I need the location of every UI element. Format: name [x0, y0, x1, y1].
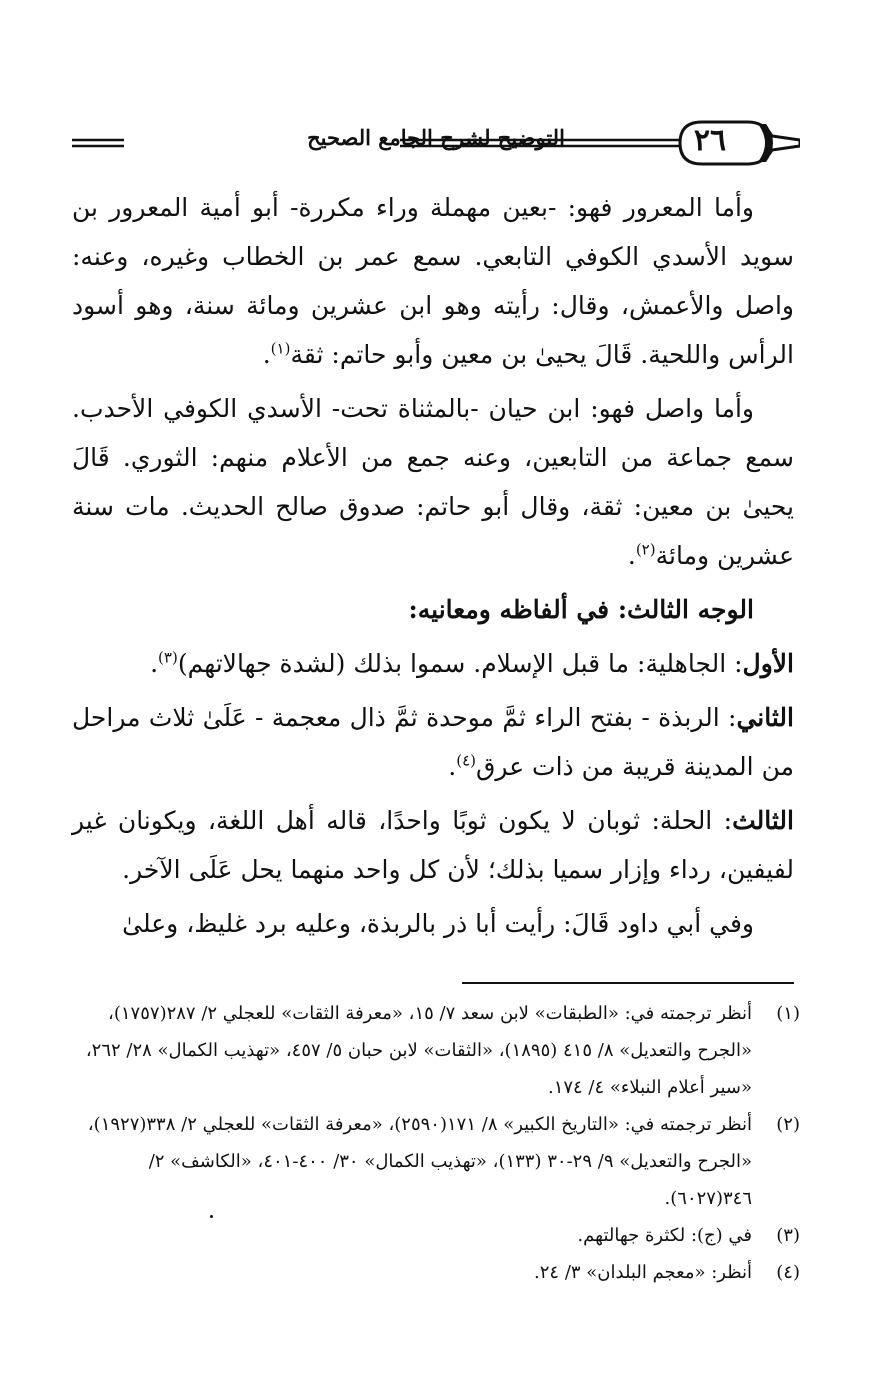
- paragraph-abu-dawud: وفي أبي داود قَالَ: رأيت أبا ذر بالربذة، وعليه برد غليظ، وعلىٰ: [122, 909, 754, 938]
- footnote-ref: (١): [270, 339, 291, 358]
- footnote-separator: [462, 982, 794, 984]
- paragraph-second: [72, 693, 794, 791]
- paragraph-first: [72, 639, 794, 688]
- section-heading: الوجه الثالث: في ألفاظه ومعانيه:: [408, 595, 754, 624]
- footnote: [80, 1106, 800, 1217]
- item-label: الثالث: [732, 806, 794, 835]
- footnotes: [80, 995, 800, 1291]
- paragraph-tail: .: [448, 752, 457, 781]
- page-number: ٢٦: [693, 123, 727, 158]
- main-text: [72, 183, 794, 953]
- footnote: [80, 995, 800, 1106]
- paragraph-wasil: [72, 384, 794, 580]
- footnote-number: (٢): [776, 1114, 800, 1135]
- paragraph-text: : الربذة - بفتح الراء ثمَّ موحدة ثمَّ ذال معجمة - عَلَىٰ ثلاث مراحل من المدينة قريبة من ذات عرق: [72, 703, 794, 781]
- footnote-text: أنظر ترجمته في: «الطبقات» لابن سعد ٧/ ١٥، «معرفة الثقات» للعجلي ٢/ ٢٨٧(١٧٥٧)، «الجرح والتعديل» ٨/ ٤١٥ (١٨٩٥)، «الثقات» لابن حبان ٥/ ٤٥٧، «تهذيب الكمال» ٢٨/ ٢٦٢، «سير أعلام النبلاء» ٤/ ١٧٤.: [85, 1003, 752, 1098]
- footnote-ref: (٢): [635, 540, 656, 559]
- footnote-number: (١): [776, 1003, 800, 1024]
- paragraph-text: : الحلة: ثوبان لا يكون ثوبًا واحدًا، قاله أهل اللغة، ويكونان غير لفيفين، رداء وإزار سميا بذلك؛ لأن كل واحد منهما يحل عَلَى الآخر.: [72, 806, 794, 884]
- footnote: [80, 1217, 800, 1254]
- item-label: الثاني: [736, 703, 794, 732]
- paragraph-tail: .: [150, 649, 159, 678]
- footnote-text: أنظر: «معجم البلدان» ٣/ ٢٤.: [534, 1262, 752, 1283]
- paragraph-third: [72, 796, 794, 894]
- footnote-number: (٤): [776, 1262, 800, 1283]
- running-title: التوضيح لشرح الجامع الصحيح: [307, 125, 565, 150]
- footnote-ref: (٤): [456, 751, 476, 770]
- footnote: [80, 1254, 800, 1291]
- paragraph-text: : الجاهلية: ما قبل الإسلام. سموا بذلك (لشدة جهالاتهم): [177, 649, 743, 678]
- footnote-text: في (ج): لكثرة جهالتهم.: [577, 1225, 752, 1246]
- paragraph-tail: .: [627, 541, 636, 570]
- page-header: [72, 112, 800, 172]
- paragraph-text: وأما واصل فهو: ابن حيان -بالمثناة تحت- الأسدي الكوفي الأحدب. سمع جماعة من التابعين، وعنه جمع من الأعلام منهم: الثوري. قَالَ يحيىٰ بن معين: ثقة، وقال أبو حاتم: صدوق صالح الحديث. مات سنة عشرين ومائة: [72, 394, 794, 570]
- footnote-number: (٣): [776, 1225, 800, 1246]
- footnote-text: أنظر ترجمته في: «التاريخ الكبير» ٨/ ١٧١(٢٥٩٠)، «معرفة الثقات» للعجلي ٢/ ٣٣٨(١٩٢٧)، «الجرح والتعديل» ٩/ ٢٩-٣٠ (١٣٣)، «تهذيب الكمال» ٣٠/ ٤٠٠-٤٠١، «الكاشف» ٢/ ٣٤٦(٦٠٢٧).: [87, 1114, 752, 1209]
- print-speck: [210, 1215, 213, 1218]
- paragraph-maarur: [72, 183, 794, 379]
- paragraph-tail: .: [262, 340, 271, 369]
- footnote-ref: (٣): [158, 648, 178, 667]
- paragraph-text: وأما المعرور فهو: -بعين مهملة وراء مكررة- أبو أمية المعرور بن سويد الأسدي الكوفي التابعي. سمع عمر بن الخطاب وغيره، وعنه: واصل والأعمش، وقال: رأيته وهو ابن عشرين ومائة سنة، وهو أسود الرأس واللحية. قَالَ يحيىٰ بن معين وأبو حاتم: ثقة: [72, 193, 794, 369]
- item-label: الأول: [742, 649, 794, 678]
